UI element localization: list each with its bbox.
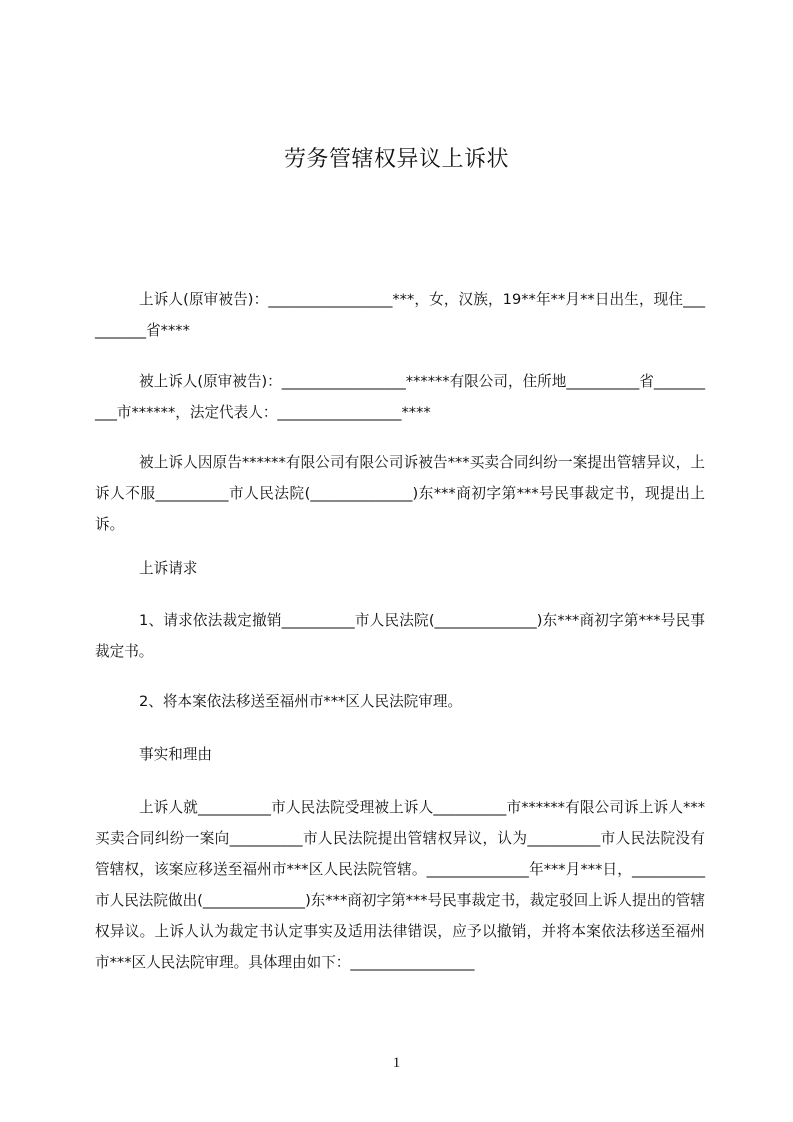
request-item-2: 2、将本案依法移送至福州市***区人民法院审理。 [139,693,463,710]
appeal-requests-heading: 上诉请求 [139,560,198,577]
facts-paragraph: 上诉人就__________市人民法院受理被上诉人__________市******有限公司诉上诉人***买卖合同纠纷一案向__________市人民法院提出管辖权异议，认为__________市人民法院没有管辖权，该案应移送至福州市***区人民法院管辖。______________年***月***日，__________市人民法院做出(______________)东***商初字第***号民事裁定书，裁定驳回上诉人提出的管辖权异议。上诉人认为裁定书认定事实及适用法律错误，应予以撤销，并将本案依法移送至福州市***区人民法院审理。具体理由如下：_________________ [95,799,705,971]
appeal-reason-paragraph: 被上诉人因原告******有限公司有限公司诉被告***买卖合同纠纷一案提出管辖异议，上诉人不服__________市人民法院(______________)东***商初字第***号民事裁定书，现提出上诉。 [95,454,705,533]
appellant-info-paragraph: 上诉人(原审被告)：_________________***，女，汉族，19**年**月**日出生，现住__________省**** [95,291,705,339]
page-number: 1 [392,1055,401,1071]
request-item-1: 1、请求依法裁定撤销__________市人民法院(______________)东***商初字第***号民事裁定书。 [95,612,705,660]
facts-and-reasons-heading: 事实和理由 [139,746,212,763]
document-title: 劳务管辖权异议上诉状 [283,147,509,172]
appellee-info-paragraph: 被上诉人(原审被告)：_________________******有限公司，住所地__________省__________市******，法定代表人：_________________**** [95,373,705,421]
